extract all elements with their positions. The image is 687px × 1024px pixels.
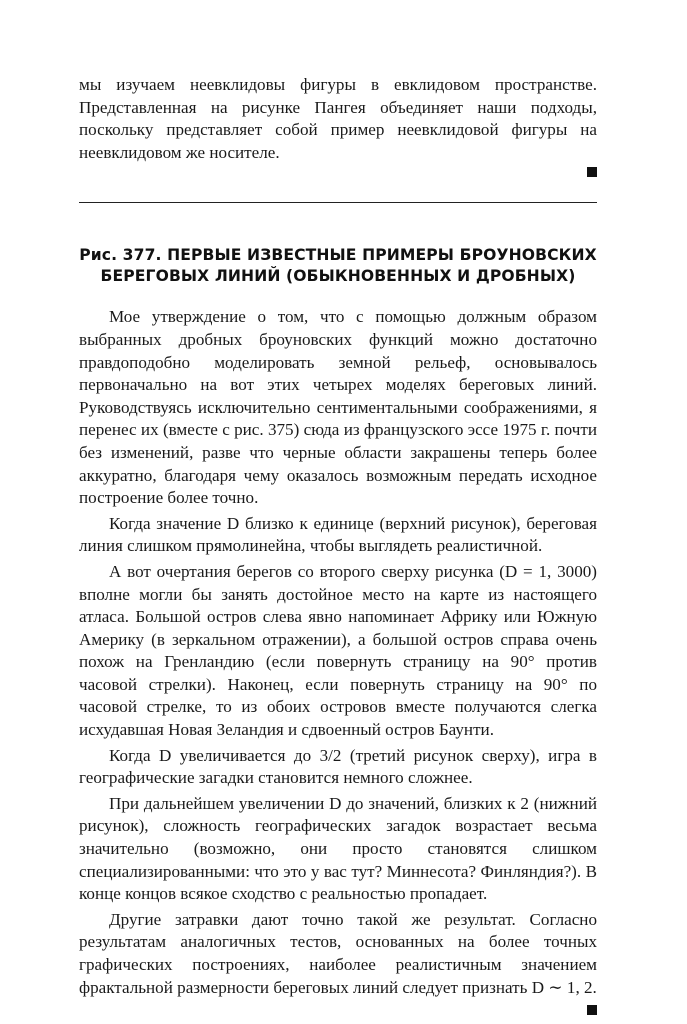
- paragraph: При дальнейшем увеличении D до значений, близких к 2 (нижний рисунок), сложность географических загадок возрастает весьма значительно (возможно, они просто становятся слишком специализированными: что это у вас тут? Миннесота? Финляндия?). В конце концов всякое сходство с реальностью пропадает.: [79, 793, 597, 904]
- heading-line-2: БЕРЕГОВЫХ ЛИНИЙ (ОБЫКНОВЕННЫХ И ДРОБНЫХ): [100, 266, 576, 285]
- intro-paragraph: мы изучаем неевклидовы фигуры в евклидовом пространстве. Представленная на рисунке Пангея объединяет наши подходы, поскольку представляет собой пример неевклидовой фигуры на неевклидовом же носителе.: [79, 75, 597, 162]
- body-text: [79, 306, 597, 999]
- end-of-proof-mark: [79, 164, 597, 186]
- black-square-icon: [587, 167, 597, 177]
- paragraph: А вот очертания берегов со второго сверху рисунка (D = 1, 3000) вполне могли бы занять достойное место на карте из настоящего атласа. Большой остров слева явно напоминает Африку или Южную Америку (в зеркальном отражении), а большой остров справа очень похож на Гренландию (если повернуть страницу на 90° против часовой стрелки). Наконец, если повернуть страницу на 90° по часовой стрелке, то из обоих островов вместе получаются слегка исхудавшая Новая Зеландия и сдвоенный остров Баунти.: [79, 561, 597, 740]
- black-square-icon: [587, 1005, 597, 1015]
- paragraph: Когда значение D близко к единице (верхний рисунок), береговая линия слишком прямолинейна, чтобы выглядеть реалистичной.: [79, 513, 597, 556]
- page: [79, 74, 597, 1024]
- paragraph: Мое утверждение о том, что с помощью должным образом выбранных дробных броуновских функций можно достаточно правдоподобно моделировать земной рельеф, основывалось первоначально на вот этих четырех моделях береговых линий. Руководствуясь исключительно сентиментальными соображениями, я перенес их (вместе с рис. 375) сюда из французского эссе 1975 г. почти без изменений, разве что черные области закрашены теперь более аккуратно, благодаря чему оказалось возможным передать исходное построение более точно.: [79, 307, 597, 508]
- paragraph: Когда D увеличивается до 3/2 (третий рисунок сверху), игра в географические загадки становится немного сложнее.: [79, 745, 597, 788]
- heading-line-1: Рис. 377. ПЕРВЫЕ ИЗВЕСТНЫЕ ПРИМЕРЫ БРОУНОВСКИХ: [79, 246, 597, 265]
- figure-caption-heading: [79, 245, 597, 286]
- paragraph: Другие затравки дают точно такой же результат. Согласно результатам аналогичных тестов, основанных на более точных графических построениях, наиболее реалистичным значением фрактальной размерности береговых линий следует признать D ∼ 1, 2.: [79, 909, 597, 997]
- end-of-section-mark: [79, 1002, 597, 1024]
- section-divider: [79, 202, 597, 203]
